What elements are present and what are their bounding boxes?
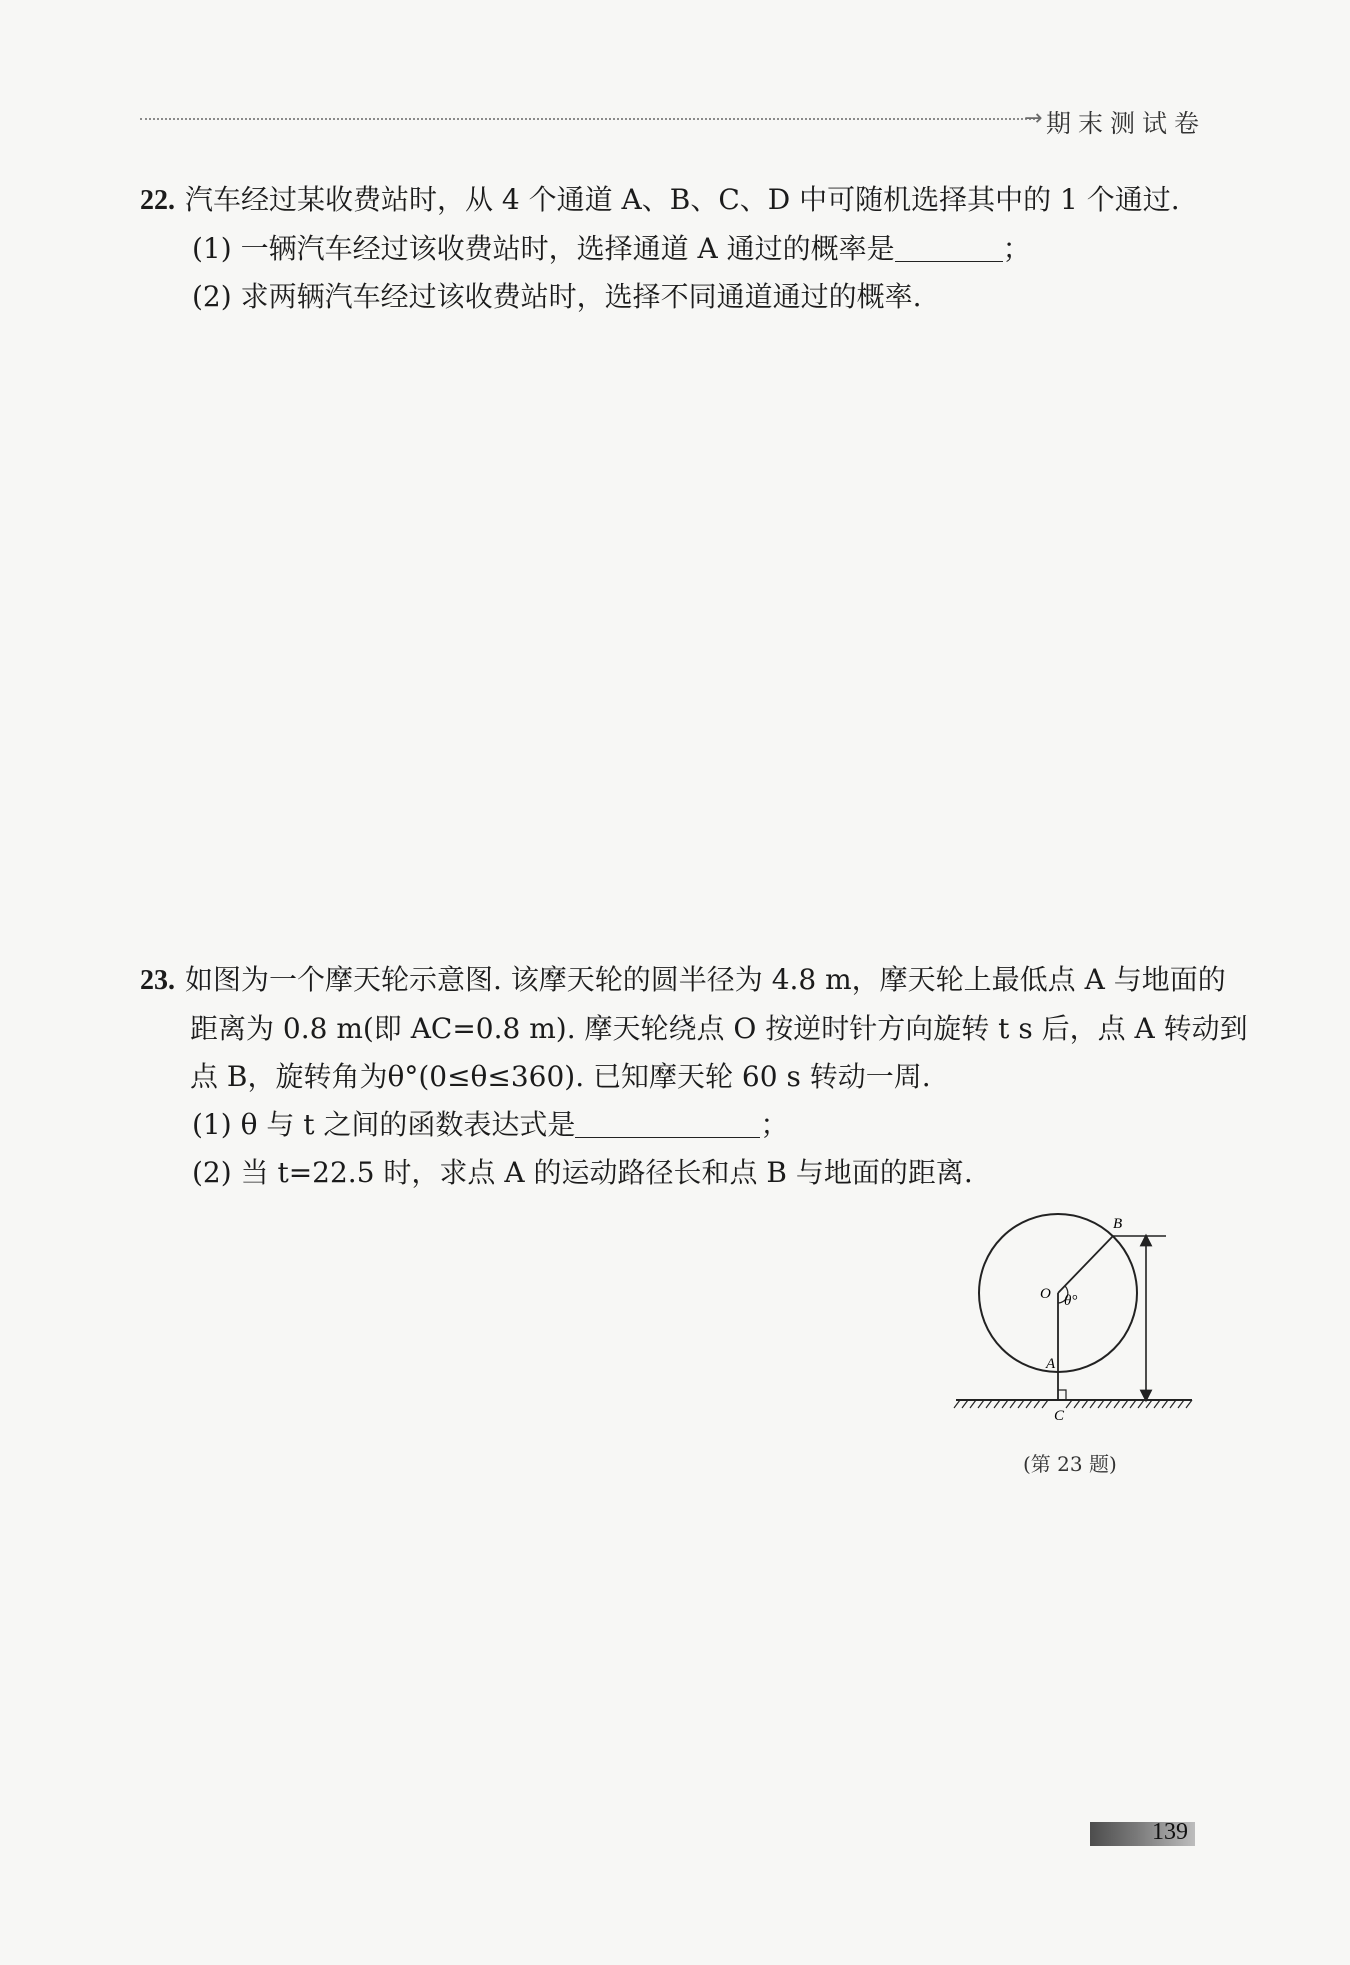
page-number: 139 [1152,1819,1188,1845]
label-C: C [1054,1408,1065,1420]
header-title: 期末测试卷 [1046,109,1207,138]
header-rule [140,118,1035,120]
label-A: A [1046,1356,1056,1372]
question-stem: 汽车经过某收费站时，从 4 个通道 A、B、C、D 中可随机选择其中的 1 个通过. [185,183,1180,216]
question-number: 22. [140,185,175,216]
segment-OB [1058,1236,1113,1293]
ferris-wheel-diagram [952,1210,1202,1420]
ground-hatching [954,1400,1192,1408]
header-arrow: → [1024,106,1043,131]
question-number: 23. [140,965,175,996]
question-part-1: (1) 一辆汽车经过该收费站时，选择通道 A 通过的概率是 [192,232,895,265]
answer-blank[interactable] [575,1107,760,1138]
answer-blank[interactable] [895,231,1003,262]
question-stem-line: 如图为一个摩天轮示意图. 该摩天轮的圆半径为 4.8 m，摩天轮上最低点 A 与地面的 [185,963,1226,996]
question-part-2: (2) 求两辆汽车经过该收费站时，选择不同通道通过的概率. [192,280,922,313]
label-theta: θ° [1064,1293,1078,1309]
label-O: O [1040,1286,1051,1302]
right-angle-mark [1058,1390,1066,1400]
question-stem-line: 点 B，旋转角为θ°(0≤θ≤360). 已知摩天轮 60 s 转动一周. [190,1060,931,1093]
question-22 [140,176,1180,321]
label-B: B [1113,1216,1123,1232]
punctuation: ； [760,1108,789,1141]
question-part-1: (1) θ 与 t 之间的函数表达式是 [192,1108,576,1141]
question-stem-line: 距离为 0.8 m(即 AC=0.8 m). 摩天轮绕点 O 按逆时针方向旋转 t s 后，点 A 转动到 [190,1012,1248,1045]
punctuation: ； [1002,232,1031,265]
question-part-2: (2) 当 t=22.5 时，求点 A 的运动路径长和点 B 与地面的距离. [192,1156,973,1189]
question-23 [140,956,1248,1197]
figure-caption: (第 23 题) [1023,1452,1117,1476]
